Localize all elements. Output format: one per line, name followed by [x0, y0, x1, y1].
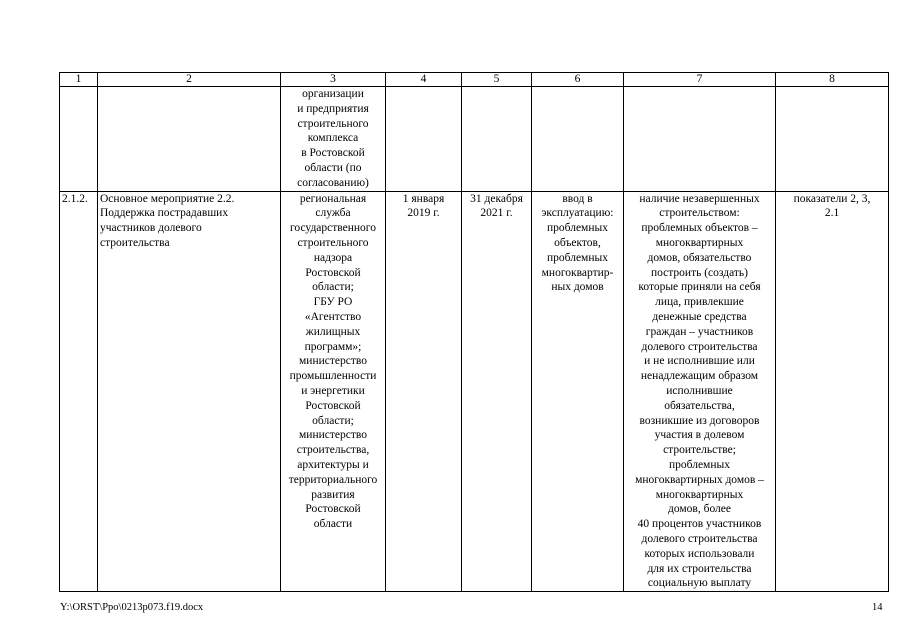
- row-number-cell: [60, 87, 98, 192]
- header-col-6: 6: [532, 73, 624, 87]
- document-table: [59, 72, 889, 592]
- start-date-cell: [386, 87, 462, 192]
- table-row-continuation: [60, 87, 889, 192]
- footer-page-number: 14: [872, 602, 883, 613]
- header-col-2: 2: [98, 73, 281, 87]
- header-col-5: 5: [462, 73, 532, 87]
- activity-name-cell: Основное мероприятие 2.2. Поддержка пострадавших участников долевого строительства: [98, 191, 281, 592]
- table-row: [60, 191, 889, 592]
- header-col-4: 4: [386, 73, 462, 87]
- end-date-cell: 31 декабря 2021 г.: [462, 191, 532, 592]
- header-row: [60, 73, 889, 87]
- footer-file-path: Y:\ORST\Ppo\0213p073.f19.docx: [60, 602, 204, 613]
- executor-cell: региональная служба государственного строительного надзора Ростовской области; ГБУ РО «Агентство жилищных программ»; министерство промышленности и энергетики Ростовской области; министерство строительства, архитектуры и территориального развития Ростовской области: [281, 191, 386, 592]
- indicators-cell: [776, 87, 889, 192]
- expected-result-cell: [532, 87, 624, 192]
- indicators-cell: показатели 2, 3, 2.1: [776, 191, 889, 592]
- end-date-cell: [462, 87, 532, 192]
- header-col-7: 7: [624, 73, 776, 87]
- row-number-cell: 2.1.2.: [60, 191, 98, 592]
- expected-result-cell: ввод в эксплуатацию: проблемных объектов, проблемных многоквартир- ных домов: [532, 191, 624, 592]
- start-date-cell: 1 января 2019 г.: [386, 191, 462, 592]
- executor-cell: организации и предприятия строительного комплекса в Ростовской области (по согласованию): [281, 87, 386, 192]
- activity-name-cell: [98, 87, 281, 192]
- header-col-8: 8: [776, 73, 889, 87]
- consequences-cell: наличие незавершенных строительством: проблемных объектов – многоквартирных домов, обязательство построить (создать) которые приняли на себя лица, привлекшие денежные средства граждан – участников долевого строительства и не исполнившие или ненадлежащим образом исполнившие обязательства, возникшие из договоров участия в долевом строительстве; проблемных многоквартирных домов – многоквартирных домов, более 40 процентов участников долевого строительства которых использовали для их строительства социальную выплату: [624, 191, 776, 592]
- header-col-3: 3: [281, 73, 386, 87]
- header-col-1: 1: [60, 73, 98, 87]
- consequences-cell: [624, 87, 776, 192]
